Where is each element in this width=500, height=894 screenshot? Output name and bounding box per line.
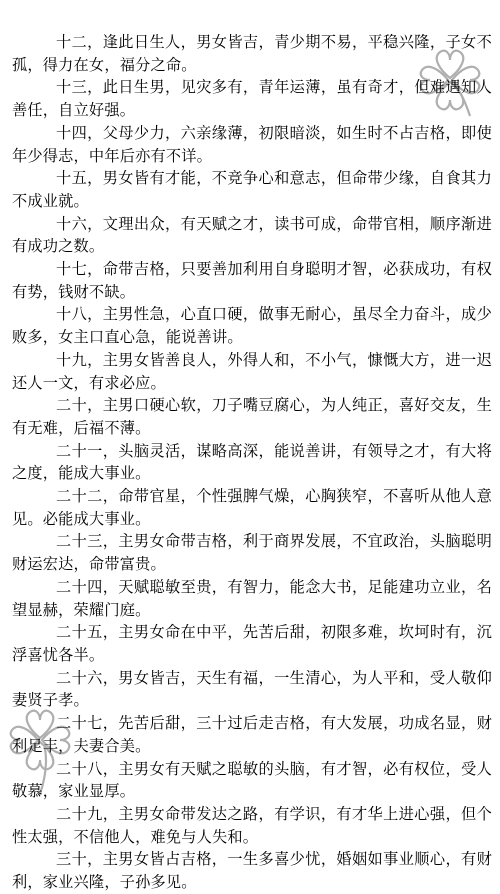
paragraph-14: 十四，父母少力，六亲缘薄，初限暗淡，如生时不占吉格，即使年少得志，中年后亦有不详。 — [12, 123, 492, 165]
document-body — [0, 31, 500, 894]
paragraph-26: 二十六，男女皆吉，天生有福，一生清心，为人平和，受人敬仰妻贤子孝。 — [12, 668, 492, 710]
paragraph-30: 三十，主男女皆占吉格，一生多喜少忧，婚姻如事业顺心，有财利，家业兴隆，子孙多见。 — [12, 850, 492, 892]
paragraph-25: 二十五，主男女命在中平，先苦后甜，初限多难，坎坷时有，沉浮喜忧各半。 — [12, 623, 492, 664]
paragraph-23: 二十三，主男女命带吉格，利于商界发展，不宜政治，头脑聪明财运宏达，命带富贵。 — [12, 532, 492, 574]
paragraph-20: 二十，主男口硬心软，刀子嘴豆腐心，为人纯正，喜好交友，生有无难，后福不薄。 — [12, 396, 492, 437]
paragraph-27: 二十七，先苦后甜，三十过后走吉格，有大发展，功成名显，财利足丰，夫妻合美。 — [12, 714, 492, 755]
paragraph-28: 二十八，主男女有天赋之聪敏的头脑，有才智，必有权位，受人敬慕，家业显厚。 — [12, 759, 492, 801]
paragraph-21: 二十一，头脑灵活，谋略高深，能说善讲，有领导之才，有大将之度，能成大事业。 — [12, 441, 492, 483]
paragraph-24: 二十四，天赋聪敏至贵，有智力，能念大书，足能建功立业，名望显赫，荣耀门庭。 — [12, 577, 492, 619]
paragraph-15: 十五，男女皆有才能，不竞争心和意志，但命带少缘，自食其力不成业就。 — [12, 169, 492, 210]
paragraph-13: 十三，此日生男，见灾多有，青年运薄，虽有奇才，但难遇知人善任，自立好强。 — [12, 78, 492, 120]
paragraph-12: 十二，逢此日生人，男女皆吉，青少期不易，平稳兴隆，子女不孤，得力在女，福分之命。 — [12, 33, 492, 74]
paragraph-16: 十六，文理出众，有天赋之才，读书可成，命带官相，顺序渐进有成功之数。 — [12, 214, 492, 256]
paragraph-17: 十七，命带吉格，只要善加利用自身聪明才智，必获成功，有权有势，钱财不缺。 — [12, 260, 492, 301]
paragraph-29: 二十九，主男女命带发达之路，有学识，有才华上进心强，但个性太强，不信他人，难免与人失和。 — [12, 804, 492, 846]
paragraph-22: 二十二，命带官星，个性强脾气燥，心胸狭窄，不喜听从他人意见。必能成大事业。 — [12, 487, 492, 528]
paragraph-19: 十九，主男女皆善良人，外得人和，不小气，慷慨大方，进一迟还人一文，有求必应。 — [12, 350, 492, 392]
paragraph-18: 十八，主男性急，心直口硬，做事无耐心，虽尽全力奋斗，成少败多，女主口直心急，能说善讲。 — [12, 305, 492, 347]
